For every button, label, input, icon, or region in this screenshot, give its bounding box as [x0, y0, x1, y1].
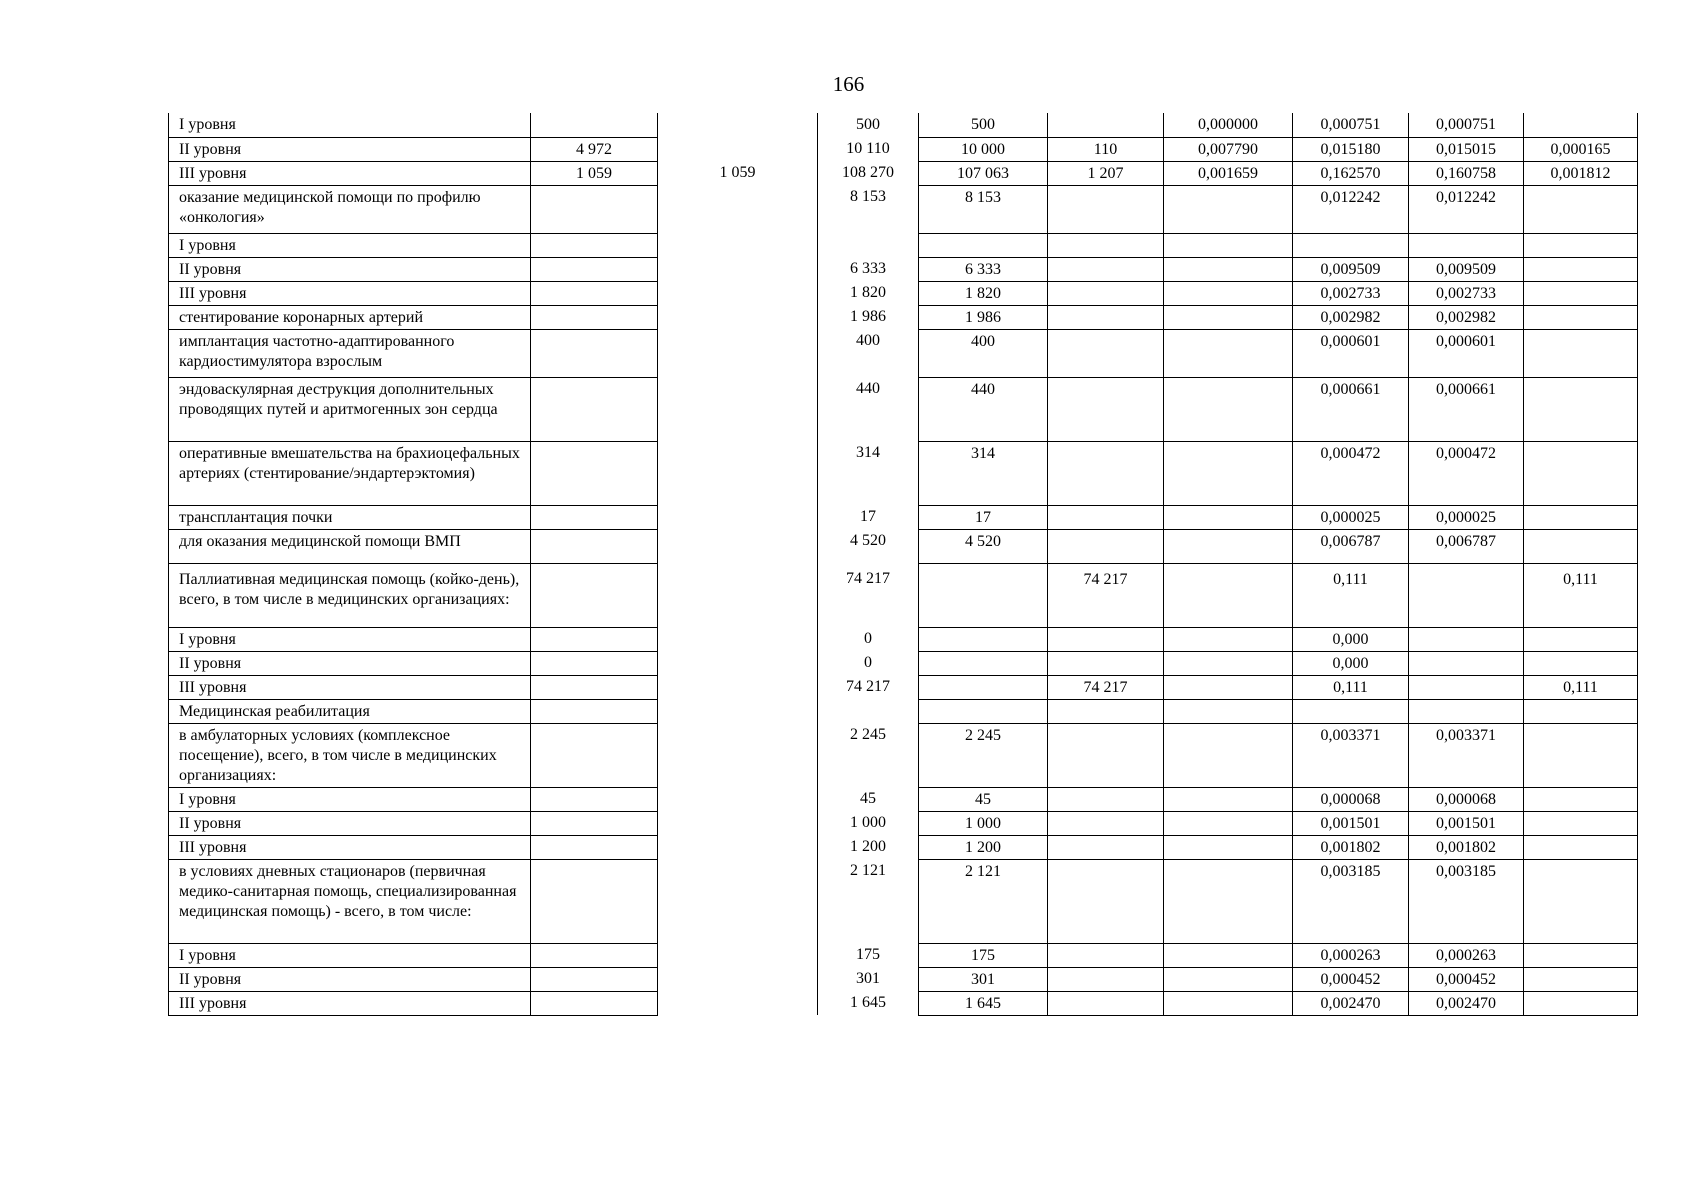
- value-cell: 0,000068: [1293, 787, 1409, 811]
- row-label-cell: I уровня: [169, 943, 531, 967]
- value-cell: [1164, 185, 1293, 233]
- value-cell: [658, 943, 818, 967]
- value-cell: [1164, 505, 1293, 529]
- value-cell: 1 820: [919, 281, 1048, 305]
- value-cell: [1048, 835, 1164, 859]
- value-cell: [1164, 257, 1293, 281]
- value-cell: [1048, 505, 1164, 529]
- table-row: [169, 529, 1638, 563]
- value-cell: [1524, 991, 1638, 1015]
- value-cell: [1524, 967, 1638, 991]
- table-row: [169, 505, 1638, 529]
- value-cell: [1164, 991, 1293, 1015]
- data-table: [168, 113, 1638, 1016]
- value-cell: [658, 967, 818, 991]
- value-cell: [531, 529, 658, 563]
- value-cell: [1524, 627, 1638, 651]
- value-cell: 0,000452: [1409, 967, 1524, 991]
- value-cell: [1164, 967, 1293, 991]
- value-cell: 1 207: [1048, 161, 1164, 185]
- value-cell: 1 986: [818, 305, 919, 329]
- value-cell: [658, 699, 818, 723]
- value-cell: 0,000263: [1409, 943, 1524, 967]
- value-cell: 108 270: [818, 161, 919, 185]
- value-cell: [1164, 699, 1293, 723]
- value-cell: [1048, 281, 1164, 305]
- value-cell: [1048, 329, 1164, 377]
- value-cell: 0,000472: [1293, 441, 1409, 505]
- table-row: [169, 329, 1638, 377]
- value-cell: 0,009509: [1409, 257, 1524, 281]
- value-cell: [1164, 563, 1293, 627]
- value-cell: [1293, 699, 1409, 723]
- row-label-cell: III уровня: [169, 675, 531, 699]
- value-cell: [658, 329, 818, 377]
- value-cell: [1524, 859, 1638, 943]
- value-cell: [658, 441, 818, 505]
- value-cell: [1048, 377, 1164, 441]
- value-cell: 4 972: [531, 137, 658, 161]
- value-cell: [531, 113, 658, 137]
- row-label-cell: трансплантация почки: [169, 505, 531, 529]
- value-cell: 110: [1048, 137, 1164, 161]
- value-cell: [919, 563, 1048, 627]
- value-cell: [1524, 811, 1638, 835]
- value-cell: [1524, 505, 1638, 529]
- value-cell: [531, 185, 658, 233]
- value-cell: 0,001659: [1164, 161, 1293, 185]
- value-cell: [531, 281, 658, 305]
- value-cell: [1048, 305, 1164, 329]
- value-cell: [531, 699, 658, 723]
- value-cell: [1409, 699, 1524, 723]
- value-cell: [818, 233, 919, 257]
- value-cell: 74 217: [1048, 675, 1164, 699]
- value-cell: [1048, 441, 1164, 505]
- value-cell: 0,012242: [1293, 185, 1409, 233]
- value-cell: [1048, 991, 1164, 1015]
- row-label-cell: имплантация частотно-адаптированного кардиостимулятора взрослым: [169, 329, 531, 377]
- row-label-cell: в амбулаторных условиях (комплексное посещение), всего, в том числе в медицинских организациях:: [169, 723, 531, 787]
- table-row: [169, 305, 1638, 329]
- value-cell: 0,001802: [1293, 835, 1409, 859]
- value-cell: [1524, 651, 1638, 675]
- value-cell: 301: [818, 967, 919, 991]
- value-cell: [1048, 723, 1164, 787]
- value-cell: 0,111: [1524, 563, 1638, 627]
- value-cell: [1164, 787, 1293, 811]
- value-cell: 2 121: [919, 859, 1048, 943]
- value-cell: [919, 627, 1048, 651]
- value-cell: 1 200: [818, 835, 919, 859]
- value-cell: 440: [818, 377, 919, 441]
- value-cell: 0,111: [1293, 563, 1409, 627]
- row-label-cell: III уровня: [169, 281, 531, 305]
- value-cell: [1164, 529, 1293, 563]
- value-cell: [1164, 441, 1293, 505]
- value-cell: 0,007790: [1164, 137, 1293, 161]
- value-cell: [1524, 943, 1638, 967]
- table-row: [169, 943, 1638, 967]
- table-row: [169, 233, 1638, 257]
- value-cell: [1048, 651, 1164, 675]
- value-cell: [1524, 835, 1638, 859]
- value-cell: [531, 233, 658, 257]
- table-row: [169, 723, 1638, 787]
- value-cell: 74 217: [818, 563, 919, 627]
- value-cell: [1409, 627, 1524, 651]
- value-cell: 74 217: [818, 675, 919, 699]
- value-cell: 0,001501: [1293, 811, 1409, 835]
- value-cell: 0,009509: [1293, 257, 1409, 281]
- table-row: [169, 441, 1638, 505]
- value-cell: [1164, 859, 1293, 943]
- value-cell: [531, 563, 658, 627]
- value-cell: 0,000661: [1409, 377, 1524, 441]
- value-cell: 45: [919, 787, 1048, 811]
- value-cell: [658, 811, 818, 835]
- value-cell: 0: [818, 651, 919, 675]
- table-row: [169, 699, 1638, 723]
- value-cell: 0,006787: [1409, 529, 1524, 563]
- value-cell: [1164, 811, 1293, 835]
- value-cell: [531, 723, 658, 787]
- value-cell: 0,000263: [1293, 943, 1409, 967]
- value-cell: [1164, 377, 1293, 441]
- value-cell: [658, 233, 818, 257]
- value-cell: [1048, 811, 1164, 835]
- value-cell: [1164, 233, 1293, 257]
- value-cell: [658, 505, 818, 529]
- row-label-cell: III уровня: [169, 991, 531, 1015]
- value-cell: 1 000: [818, 811, 919, 835]
- value-cell: 0,003185: [1409, 859, 1524, 943]
- table-row: [169, 835, 1638, 859]
- value-cell: [531, 811, 658, 835]
- row-label-cell: Медицинская реабилитация: [169, 699, 531, 723]
- value-cell: 10 110: [818, 137, 919, 161]
- value-cell: 1 000: [919, 811, 1048, 835]
- value-cell: 0,002733: [1409, 281, 1524, 305]
- value-cell: 314: [919, 441, 1048, 505]
- value-cell: [658, 377, 818, 441]
- value-cell: 0,001501: [1409, 811, 1524, 835]
- value-cell: 500: [818, 113, 919, 137]
- value-cell: [658, 113, 818, 137]
- value-cell: 0,002470: [1409, 991, 1524, 1015]
- value-cell: 0,000751: [1293, 113, 1409, 137]
- value-cell: [1048, 787, 1164, 811]
- value-cell: [658, 787, 818, 811]
- value-cell: [1164, 305, 1293, 329]
- value-cell: [1524, 699, 1638, 723]
- value-cell: [818, 699, 919, 723]
- value-cell: [531, 943, 658, 967]
- value-cell: 0,002982: [1409, 305, 1524, 329]
- value-cell: 1 820: [818, 281, 919, 305]
- value-cell: [1048, 529, 1164, 563]
- value-cell: 4 520: [818, 529, 919, 563]
- value-cell: 0: [818, 627, 919, 651]
- row-label-cell: I уровня: [169, 113, 531, 137]
- value-cell: 175: [919, 943, 1048, 967]
- value-cell: 74 217: [1048, 563, 1164, 627]
- value-cell: [1164, 627, 1293, 651]
- value-cell: [1048, 233, 1164, 257]
- table-row: [169, 113, 1638, 137]
- value-cell: 6 333: [919, 257, 1048, 281]
- value-cell: [1164, 723, 1293, 787]
- table-row: [169, 675, 1638, 699]
- value-cell: 400: [818, 329, 919, 377]
- value-cell: [1524, 113, 1638, 137]
- value-cell: [531, 627, 658, 651]
- value-cell: [658, 281, 818, 305]
- value-cell: [658, 859, 818, 943]
- value-cell: [919, 233, 1048, 257]
- value-cell: 0,000: [1293, 627, 1409, 651]
- row-label-cell: оказание медицинской помощи по профилю «онкология»: [169, 185, 531, 233]
- value-cell: [531, 787, 658, 811]
- value-cell: 314: [818, 441, 919, 505]
- row-label-cell: II уровня: [169, 811, 531, 835]
- table-row: [169, 161, 1638, 185]
- value-cell: [1164, 329, 1293, 377]
- value-cell: 0,000: [1293, 651, 1409, 675]
- value-cell: [1048, 699, 1164, 723]
- value-cell: [1293, 233, 1409, 257]
- value-cell: 0,000068: [1409, 787, 1524, 811]
- value-cell: [1409, 233, 1524, 257]
- table-row: [169, 627, 1638, 651]
- row-label-cell: для оказания медицинской помощи ВМП: [169, 529, 531, 563]
- table-row: [169, 967, 1638, 991]
- value-cell: [531, 859, 658, 943]
- value-cell: [1524, 377, 1638, 441]
- row-label-cell: оперативные вмешательства на брахиоцефальных артериях (стентирование/эндартерэктомия): [169, 441, 531, 505]
- value-cell: [1524, 723, 1638, 787]
- value-cell: [531, 305, 658, 329]
- value-cell: 0,003371: [1409, 723, 1524, 787]
- table-row: [169, 563, 1638, 627]
- value-cell: 1 200: [919, 835, 1048, 859]
- row-label-cell: I уровня: [169, 627, 531, 651]
- value-cell: [1524, 787, 1638, 811]
- value-cell: [658, 529, 818, 563]
- value-cell: 1 059: [658, 161, 818, 185]
- value-cell: 0,000165: [1524, 137, 1638, 161]
- value-cell: [1048, 185, 1164, 233]
- value-cell: [1409, 651, 1524, 675]
- value-cell: 1 645: [919, 991, 1048, 1015]
- value-cell: [1524, 233, 1638, 257]
- value-cell: [1524, 305, 1638, 329]
- value-cell: [531, 505, 658, 529]
- value-cell: 0,015015: [1409, 137, 1524, 161]
- value-cell: 2 245: [919, 723, 1048, 787]
- value-cell: 0,162570: [1293, 161, 1409, 185]
- value-cell: 500: [919, 113, 1048, 137]
- table-row: [169, 281, 1638, 305]
- value-cell: [658, 675, 818, 699]
- value-cell: 0,000601: [1409, 329, 1524, 377]
- value-cell: [531, 675, 658, 699]
- value-cell: 10 000: [919, 137, 1048, 161]
- value-cell: [1524, 329, 1638, 377]
- value-cell: [1164, 281, 1293, 305]
- table-row: [169, 811, 1638, 835]
- value-cell: [658, 723, 818, 787]
- table-row: [169, 991, 1638, 1015]
- value-cell: [919, 675, 1048, 699]
- value-cell: 440: [919, 377, 1048, 441]
- value-cell: 0,000661: [1293, 377, 1409, 441]
- value-cell: 0,001802: [1409, 835, 1524, 859]
- value-cell: [531, 991, 658, 1015]
- value-cell: 175: [818, 943, 919, 967]
- row-label-cell: эндоваскулярная деструкция дополнительных проводящих путей и аритмогенных зон сердца: [169, 377, 531, 441]
- row-label-cell: II уровня: [169, 967, 531, 991]
- value-cell: 107 063: [919, 161, 1048, 185]
- value-cell: [658, 185, 818, 233]
- value-cell: 1 645: [818, 991, 919, 1015]
- value-cell: [531, 967, 658, 991]
- value-cell: 0,111: [1524, 675, 1638, 699]
- value-cell: 0,002733: [1293, 281, 1409, 305]
- page-number: 166: [832, 72, 865, 96]
- row-label-cell: III уровня: [169, 835, 531, 859]
- value-cell: 0,000025: [1293, 505, 1409, 529]
- value-cell: [1409, 563, 1524, 627]
- value-cell: [531, 329, 658, 377]
- value-cell: [658, 257, 818, 281]
- value-cell: 45: [818, 787, 919, 811]
- value-cell: [1524, 441, 1638, 505]
- value-cell: [1048, 967, 1164, 991]
- row-label-cell: I уровня: [169, 233, 531, 257]
- value-cell: [1524, 529, 1638, 563]
- value-cell: 0,002470: [1293, 991, 1409, 1015]
- value-cell: [658, 835, 818, 859]
- table-row: [169, 137, 1638, 161]
- value-cell: 8 153: [818, 185, 919, 233]
- table-row: [169, 377, 1638, 441]
- value-cell: 0,000472: [1409, 441, 1524, 505]
- value-cell: 0,015180: [1293, 137, 1409, 161]
- value-cell: 0,000601: [1293, 329, 1409, 377]
- value-cell: [1048, 943, 1164, 967]
- value-cell: 8 153: [919, 185, 1048, 233]
- value-cell: [658, 563, 818, 627]
- row-label-cell: Паллиативная медицинская помощь (койко-день), всего, в том числе в медицинских организациях:: [169, 563, 531, 627]
- table-row: [169, 185, 1638, 233]
- table-row: [169, 859, 1638, 943]
- value-cell: 0,000452: [1293, 967, 1409, 991]
- value-cell: [658, 627, 818, 651]
- value-cell: 1 986: [919, 305, 1048, 329]
- value-cell: [919, 699, 1048, 723]
- value-cell: [1524, 257, 1638, 281]
- value-cell: [919, 651, 1048, 675]
- value-cell: [531, 441, 658, 505]
- value-cell: 4 520: [919, 529, 1048, 563]
- value-cell: 2 245: [818, 723, 919, 787]
- table-row: [169, 651, 1638, 675]
- table-row: [169, 257, 1638, 281]
- row-label-cell: II уровня: [169, 137, 531, 161]
- value-cell: [1164, 943, 1293, 967]
- value-cell: [658, 991, 818, 1015]
- value-cell: 0,002982: [1293, 305, 1409, 329]
- value-cell: 0,006787: [1293, 529, 1409, 563]
- value-cell: 0,003185: [1293, 859, 1409, 943]
- value-cell: 0,001812: [1524, 161, 1638, 185]
- value-cell: [658, 651, 818, 675]
- value-cell: [1524, 281, 1638, 305]
- value-cell: [1409, 675, 1524, 699]
- row-label-cell: стентирование коронарных артерий: [169, 305, 531, 329]
- value-cell: [658, 137, 818, 161]
- value-cell: [531, 257, 658, 281]
- value-cell: [1048, 627, 1164, 651]
- table-body: [169, 113, 1638, 1015]
- value-cell: [1048, 257, 1164, 281]
- value-cell: [531, 835, 658, 859]
- value-cell: [1164, 651, 1293, 675]
- value-cell: [1524, 185, 1638, 233]
- row-label-cell: II уровня: [169, 257, 531, 281]
- value-cell: 0,012242: [1409, 185, 1524, 233]
- row-label-cell: I уровня: [169, 787, 531, 811]
- value-cell: 0,111: [1293, 675, 1409, 699]
- value-cell: [531, 651, 658, 675]
- value-cell: 0,000000: [1164, 113, 1293, 137]
- row-label-cell: в условиях дневных стационаров (первичная медико-санитарная помощь, специализированная медицинская помощь) - всего, в том числе:: [169, 859, 531, 943]
- value-cell: 6 333: [818, 257, 919, 281]
- value-cell: [531, 377, 658, 441]
- row-label-cell: II уровня: [169, 651, 531, 675]
- value-cell: [1164, 675, 1293, 699]
- value-cell: [658, 305, 818, 329]
- value-cell: 17: [818, 505, 919, 529]
- value-cell: 17: [919, 505, 1048, 529]
- value-cell: 0,160758: [1409, 161, 1524, 185]
- value-cell: 0,000751: [1409, 113, 1524, 137]
- table-row: [169, 787, 1638, 811]
- value-cell: [1048, 113, 1164, 137]
- value-cell: 0,000025: [1409, 505, 1524, 529]
- value-cell: 2 121: [818, 859, 919, 943]
- value-cell: 1 059: [531, 161, 658, 185]
- value-cell: 0,003371: [1293, 723, 1409, 787]
- value-cell: [1048, 859, 1164, 943]
- value-cell: 301: [919, 967, 1048, 991]
- row-label-cell: III уровня: [169, 161, 531, 185]
- value-cell: 400: [919, 329, 1048, 377]
- value-cell: [1164, 835, 1293, 859]
